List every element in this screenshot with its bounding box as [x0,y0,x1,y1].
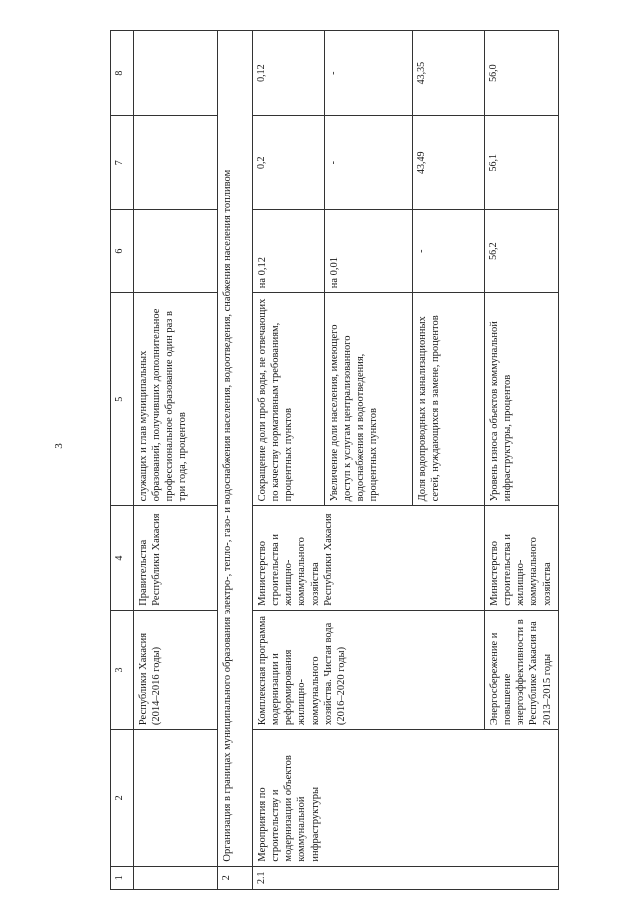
program-cell: Комплексная программа модернизации и реформирования жилищно-коммунального хозяйства. Чистая вода (2016–2020 годы) [253,610,485,729]
value-cell: на 0,12 [253,210,325,293]
value-cell [134,31,218,116]
indicator-cell: Сокращение доли проб воды, не отвечающих по качеству нормативным требованиям, процентных пунктов [253,293,325,506]
col-6-header: 6 [111,210,134,293]
value-cell: - [413,210,485,293]
page-number: 3 [52,443,65,449]
executor-cell: Министерство строительства и жилищно-коммунального хозяйства Республики Хакасия [253,506,485,610]
value-cell: на 0,01 [325,210,413,293]
cell [134,730,218,866]
col-4-header: 4 [111,506,134,610]
indicator-cell: Увеличение доли населения, имеющего доступ к услугам централизованного водоснабжения и водоотведения, процентных пунктов [325,293,413,506]
col-7-header: 7 [111,116,134,210]
value-cell: - [325,116,413,210]
measure-cell: Мероприятия по строительству и модернизации объектов коммунальной инфраструктуры [253,730,559,866]
executor-cell: Министерство строительства и жилищно-коммунального хозяйства [485,506,559,610]
table-row [253,31,325,890]
value-cell: 0,2 [253,116,325,210]
value-cell: 56,1 [485,116,559,210]
value-cell [134,210,218,293]
col-3-header: 3 [111,610,134,729]
executor-cell: Правительства Республики Хакасия [134,506,218,610]
section-title: Организация в границах муниципального образования электро-, тепло-, газо- и водоснабжения населения, водоотведения, снабжения населения топливом [218,31,253,867]
indicator-cell: служащих и глав муниципальных образований, получивших дополнительное профессиональное образование один раз в три года, процентов [134,293,218,506]
section-number: 2 [218,866,253,889]
value-cell: 0,12 [253,31,325,116]
value-cell: 56,0 [485,31,559,116]
indicator-cell: Уровень износа объектов коммунальной инфраструктуры, процентов [485,293,559,506]
value-cell: 56,2 [485,210,559,293]
program-cell: Республики Хакасия (2014–2016 годы) [134,610,218,729]
value-cell: 43,49 [413,116,485,210]
program-cell: Энергосбережение и повышение энергоэффективности в Республике Хакасия на 2013–2015 годы [485,610,559,729]
section-row [218,31,253,890]
sub-number: 2.1 [253,866,559,889]
col-8-header: 8 [111,31,134,116]
value-cell: 43,35 [413,31,485,116]
value-cell [134,116,218,210]
col-5-header: 5 [111,293,134,506]
indicator-cell: Доля водопроводных и канализационных сетей, нуждающихся в замене, процентов [413,293,485,506]
value-cell: - [325,31,413,116]
col-2-header: 2 [111,730,134,866]
header-row [111,31,134,890]
table-row [134,31,218,890]
document-sheet [110,30,610,890]
col-1-header: 1 [111,866,134,889]
measures-table [110,30,559,890]
cell [134,866,218,889]
